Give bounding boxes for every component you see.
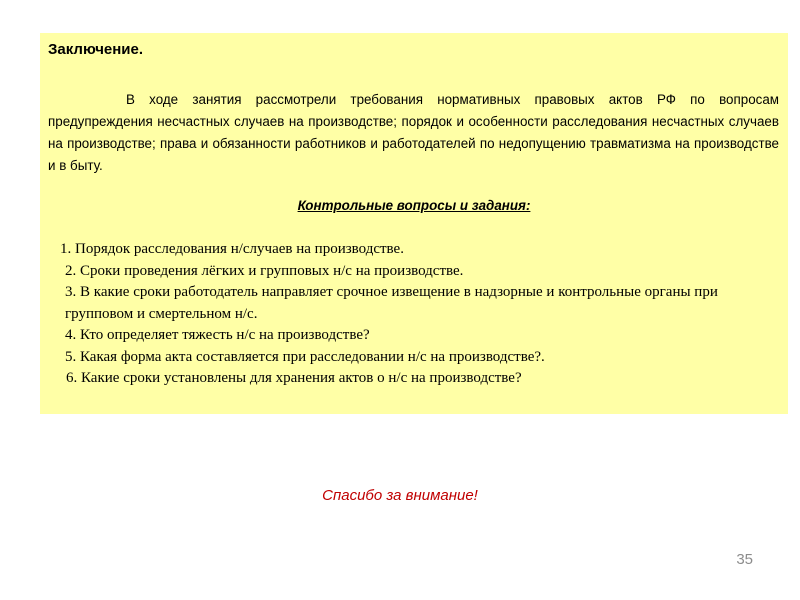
question-item-6: 6. Какие сроки установлены для хранения актов о н/с на производстве? [66, 370, 522, 386]
question-item-5: 5. Какая форма акта составляется при расследовании н/с на производстве?. [65, 348, 545, 365]
content-box [40, 33, 788, 414]
questions-subtitle: Контрольные вопросы и задания: [297, 198, 531, 213]
slide-heading: Заключение. [48, 41, 144, 58]
questions-list [48, 239, 780, 390]
thanks-text: Спасибо за внимание! [322, 487, 478, 504]
page-number: 35 [736, 551, 753, 568]
question-item-2: 2. Сроки проведения лёгких и групповых н/с на производстве. [65, 262, 464, 279]
question-item-1: 1. Порядок расследования н/случаев на производстве. [60, 241, 404, 257]
question-item-4: 4. Кто определяет тяжесть н/с на производстве? [65, 327, 370, 343]
question-item-3: 3. В какие сроки работодатель направляет срочное извещение в надзорные и контрольные органы при групповом и смертельном н/с. [65, 284, 718, 322]
intro-paragraph: В ходе занятия рассмотрели требования нормативных правовых актов РФ по вопросам предупреждения несчастных случаев на производстве; порядок и особенности расследования несчастных случаев на производстве; права и обязанности работников и работодателей по недопущению травматизма на производстве и в быту. [48, 92, 779, 173]
